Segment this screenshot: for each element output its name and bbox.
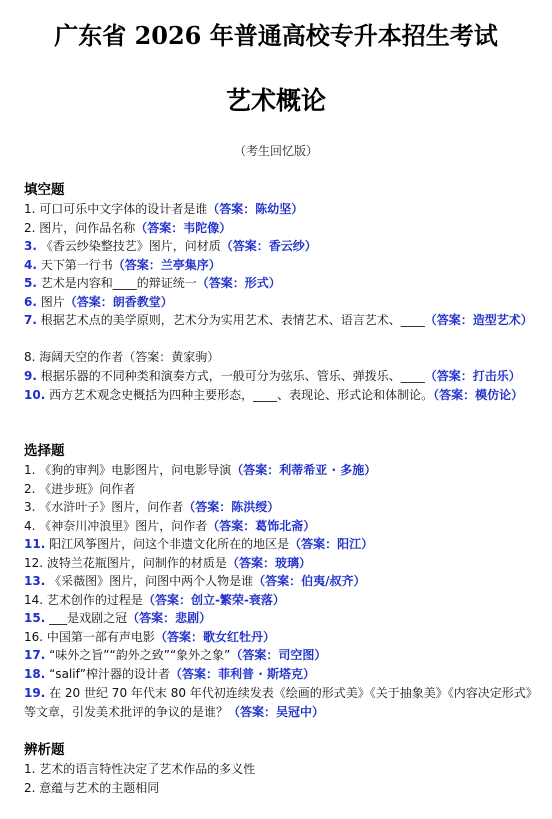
question-number: 9. (24, 369, 37, 383)
fill-question-4 (24, 256, 536, 275)
question-number: 2. (24, 481, 36, 496)
answer: （答案：阳江） (289, 537, 374, 551)
section-heading-analysis: 辨析题 (24, 742, 65, 758)
analysis-question-2 (24, 779, 536, 798)
question-number: 14. (24, 592, 44, 607)
question-text: 在 20 世纪 70 年代末 80 年代初连续发表《绘画的形式美》《关于抽象美》《内容决定形式》等文章，引发美术批评的争议的是谁？ (24, 686, 532, 719)
question-number: 11. (24, 537, 46, 551)
question-text: 《神奈川冲浪里》图片，问作者 (39, 518, 208, 533)
choice-question-11 (24, 535, 536, 554)
edition-note: （考生回忆版） (233, 144, 318, 158)
question-number: 16. (24, 629, 44, 644)
question-text: 中国第一部有声电影 (46, 629, 155, 644)
answer: （答案：创立-繁荣-衰落） (142, 592, 285, 607)
question-text: 阳江风筝图片，问这个非遗文化所在的地区是 (49, 537, 290, 551)
section-heading-choice: 选择题 (24, 443, 65, 459)
answer: （答案：造型艺术） (424, 313, 533, 327)
fill-question-8 (24, 348, 536, 367)
question-text: “salif”榨汁器的设计者 (49, 666, 171, 681)
choice-question-19 (24, 684, 536, 721)
fill-question-6 (24, 293, 536, 312)
question-number: 1. (24, 202, 36, 216)
choice-question-1 (24, 461, 536, 480)
fill-question-10 (24, 386, 536, 405)
question-number: 2. (24, 220, 36, 235)
question-number: 1. (24, 762, 36, 776)
fill-question-5 (24, 274, 536, 293)
answer: （答案：悲剧） (127, 611, 212, 625)
question-number: 12. (24, 555, 44, 570)
question-number: 19. (24, 686, 46, 700)
question-text: “味外之旨”“韵外之致”“象外之象” (49, 648, 231, 662)
answer: （答案：利蒂希亚 · 多施） (231, 463, 377, 477)
question-number: 5. (24, 276, 37, 290)
fill-question-2 (24, 219, 536, 238)
question-text: 根据艺术点的美学原则，艺术分为实用艺术、表情艺术、语言艺术、____ (40, 313, 425, 327)
answer: （答案：朗香教堂） (64, 294, 173, 309)
answer: （答案：韦陀像） (135, 220, 232, 235)
question-number: 6. (24, 294, 37, 309)
question-number: 3. (24, 239, 37, 253)
question-number: 1. (24, 463, 36, 477)
question-text: 图片，问作品名称 (39, 220, 136, 235)
question-number: 17. (24, 648, 46, 662)
answer: （答案：兰亭集序） (112, 257, 221, 272)
choice-question-2 (24, 480, 536, 499)
question-number: 8. (24, 350, 36, 364)
answer: （答案：歌女红牡丹） (154, 629, 275, 644)
choice-question-14 (24, 591, 536, 610)
question-number: 13. (24, 574, 46, 588)
answer: （答案：菲利普 · 斯塔克） (170, 666, 315, 681)
question-number: 15. (24, 611, 46, 625)
answer: （答案：陈洪绶） (183, 500, 280, 514)
question-number: 18. (24, 666, 46, 681)
analysis-question-1 (24, 760, 536, 779)
choice-question-18 (24, 665, 536, 684)
question-number: 3. (24, 500, 36, 514)
answer: （答案：司空图） (230, 648, 327, 662)
question-text: 西方艺术观念史概括为四种主要形态，____、表现论、形式论和体制论。 (49, 388, 434, 402)
subject-title: 艺术概论 (225, 86, 326, 115)
question-number: 2. (24, 781, 36, 795)
question-text: 图片 (40, 294, 65, 309)
choice-question-16 (24, 628, 536, 647)
answer: （答案：打击乐） (424, 369, 521, 383)
answer: （答案：玻璃） (226, 555, 311, 570)
question-text: 天下第一行书 (40, 257, 113, 272)
answer: （答案：香云纱） (220, 239, 317, 253)
question-text: 《水浒叶子》图片，问作者 (39, 500, 184, 514)
choice-question-15 (24, 609, 536, 628)
answer: （答案：葛饰北斋） (207, 518, 316, 533)
choice-question-13 (24, 572, 536, 591)
question-text: 《香云纱染整技艺》图片，问材质 (40, 239, 221, 253)
fill-question-1 (24, 200, 536, 219)
question-number: 4. (24, 518, 36, 533)
question-text: 《狗的审判》电影图片，问电影导演 (39, 463, 232, 477)
question-text: ___是戏剧之冠 (49, 611, 128, 625)
fill-question-7 (24, 311, 536, 330)
question-text: 可口可乐中文字体的设计者是谁 (39, 202, 208, 216)
question-text: 根据乐器的不同种类和演奏方式，一般可分为弦乐、管乐、弹拨乐、____ (40, 369, 425, 383)
choice-question-3 (24, 498, 536, 517)
fill-question-3 (24, 237, 536, 256)
answer: （答案：模仿论） (433, 388, 524, 402)
question-number: 4. (24, 257, 37, 272)
fill-question-9 (24, 367, 536, 386)
question-text: 《进步班》问作者 (39, 481, 136, 496)
question-text: 艺术创作的过程是 (46, 592, 143, 607)
answer: （答案：形式） (196, 276, 281, 290)
answer: （答案：陈幼坚） (207, 202, 304, 216)
question-text: 《采薇图》图片，问图中两个人物是谁 (49, 574, 254, 588)
choice-question-4 (24, 517, 536, 536)
question-text: 艺术是内容和____的辩证统一 (40, 276, 197, 290)
question-text: 海阔天空的作者（答案：黄家驹） (39, 350, 220, 364)
section-heading-fill: 填空题 (24, 182, 65, 198)
question-text: 意蕴与艺术的主题相同 (39, 781, 160, 795)
choice-question-17 (24, 646, 536, 665)
answer: （答案：吴冠中） (228, 704, 325, 719)
choice-question-12 (24, 554, 536, 573)
question-text: 艺术的语言特性决定了艺术作品的多义性 (39, 762, 256, 776)
question-number: 10. (24, 388, 46, 402)
question-text: 波特兰花瓶图片，问制作的材质是 (46, 555, 227, 570)
answer: （答案：伯夷/叔齐） (253, 574, 366, 588)
exam-title: 广东省 2026 年普通高校专升本招生考试 (54, 21, 498, 50)
question-number: 7. (24, 313, 37, 327)
